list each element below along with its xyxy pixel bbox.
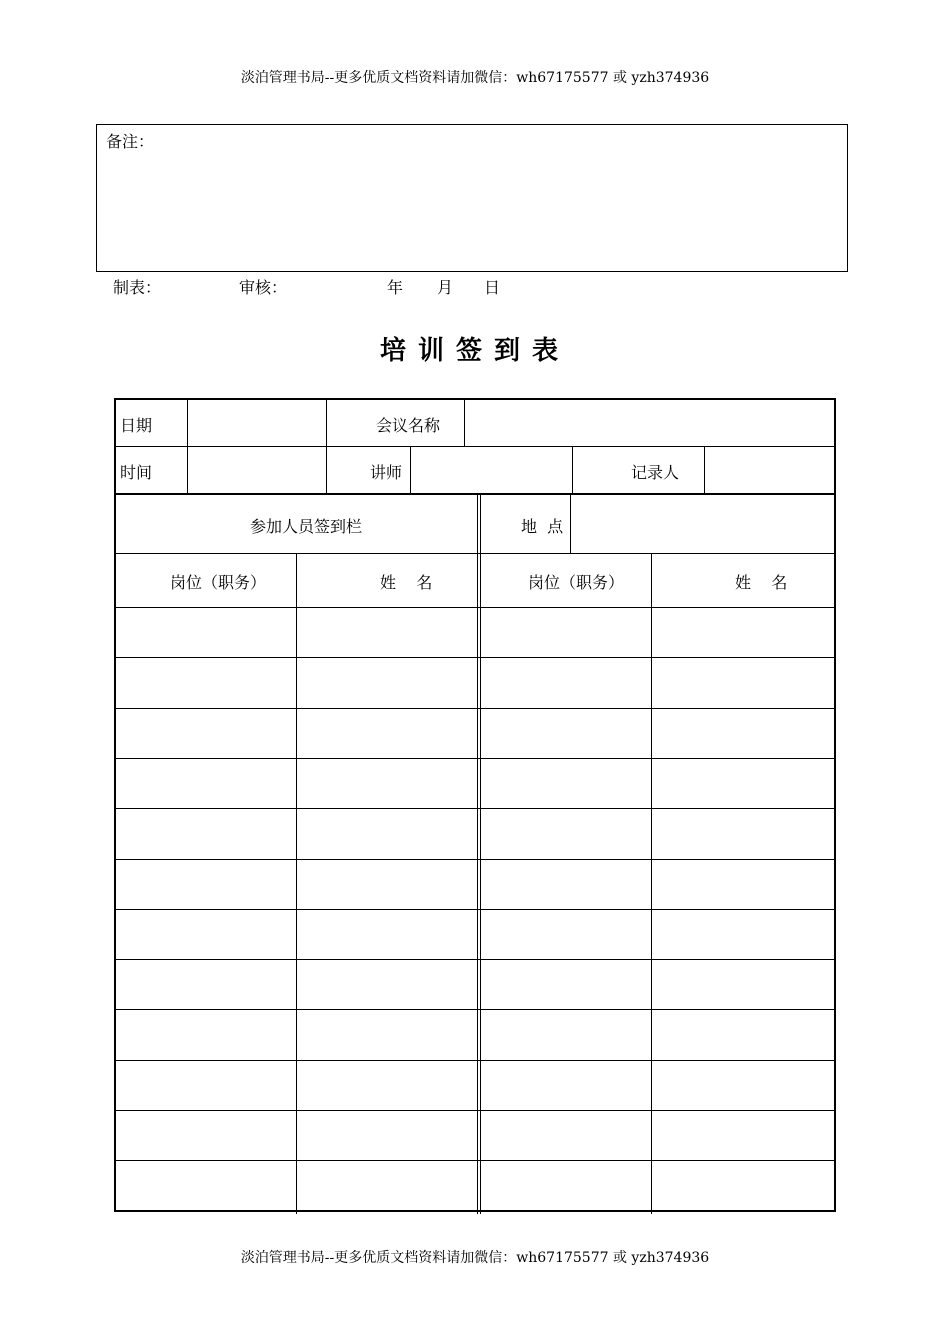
year-label: 年 — [387, 278, 404, 297]
col-name-header: 姓 名 — [380, 573, 433, 592]
attendees-label: 参加人员签到栏 — [250, 517, 363, 536]
time-label: 时间 — [120, 463, 153, 482]
date-label: 日期 — [120, 416, 153, 435]
table-row-divider — [116, 1110, 834, 1111]
location-label: 地 点 — [521, 517, 564, 536]
table-row-divider — [116, 909, 834, 910]
month-label: 月 — [437, 278, 454, 297]
day-label: 日 — [484, 278, 501, 297]
table-row-divider — [116, 1060, 834, 1061]
page-header: 淡泊管理书局--更多优质文档资料请加微信：wh67175577 或 yzh374936 — [240, 70, 710, 86]
reviewer-label: 审核： — [239, 278, 288, 297]
notes-box[interactable] — [96, 124, 848, 272]
col-name-header-2: 姓 名 — [735, 573, 788, 592]
page-title: 培训签到表 — [379, 336, 570, 366]
page-footer: 淡泊管理书局--更多优质文档资料请加微信：wh67175577 或 yzh374936 — [240, 1250, 710, 1266]
table-row-divider — [116, 1009, 834, 1010]
table-row-divider — [116, 859, 834, 860]
recorder-label: 记录人 — [631, 463, 680, 482]
sign-in-form — [114, 398, 836, 1212]
table-row-divider — [116, 708, 834, 709]
col-position-header-2: 岗位（职务） — [528, 573, 625, 592]
table-row-divider — [116, 657, 834, 658]
col-position-header: 岗位（职务） — [170, 573, 267, 592]
table-row-divider — [116, 758, 834, 759]
table-row-divider — [116, 808, 834, 809]
maker-label: 制表： — [113, 278, 162, 297]
table-row-divider — [116, 959, 834, 960]
meeting-name-label: 会议名称 — [376, 416, 441, 435]
table-row-divider — [116, 1160, 834, 1161]
notes-label: 备注： — [106, 132, 155, 151]
lecturer-label: 讲师 — [370, 463, 403, 482]
